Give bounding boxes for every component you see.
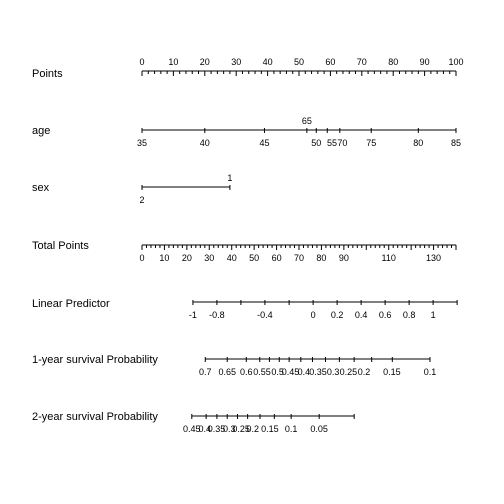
tick-label: 10	[168, 57, 179, 67]
tick-label: 0.7	[198, 367, 212, 377]
row-label-survival-1yr: 1-year survival Probability	[32, 354, 158, 366]
tick-label: 0.2	[330, 310, 344, 320]
row-label-linear-predictor: Linear Predictor	[32, 298, 110, 310]
row-points	[32, 57, 464, 80]
tick-label: 50	[311, 138, 322, 148]
tick-label: 0.15	[383, 367, 401, 377]
tick-label: 100	[448, 57, 464, 67]
tick-label: 0.35	[309, 367, 327, 377]
tick-label: 75	[366, 138, 377, 148]
tick-label: 0.2	[357, 367, 371, 377]
tick-label: 0.1	[423, 367, 437, 377]
tick-label: 0	[139, 57, 145, 67]
tick-label: 110	[381, 253, 396, 263]
tick-label: 0.3	[326, 367, 340, 377]
tick-label: 30	[204, 253, 215, 263]
tick-label: 60	[271, 253, 282, 263]
axis-linear-predictor	[189, 300, 457, 320]
tick-label: 35	[136, 138, 148, 148]
row-survival-2yr	[32, 411, 354, 434]
tick-label: 0.3	[222, 424, 236, 434]
row-label-age: age	[32, 125, 51, 137]
tick-label: 50	[293, 57, 305, 67]
tick-label: 80	[413, 138, 424, 148]
row-linear-predictor	[32, 298, 457, 320]
tick-label: 90	[338, 253, 349, 263]
tick-label: 70	[293, 253, 305, 263]
axis-survival-2yr	[183, 414, 354, 434]
tick-label: 0.2	[246, 424, 260, 434]
tick-label: 50	[249, 253, 260, 263]
axis-sex	[139, 173, 232, 205]
tick-label: 0.35	[207, 424, 226, 434]
row-survival-1yr	[32, 354, 436, 377]
tick-label: 40	[199, 138, 210, 148]
tick-label: 40	[262, 57, 273, 67]
tick-label: 70	[356, 57, 367, 67]
tick-label: 0.45	[281, 367, 300, 377]
tick-label: 45	[259, 138, 270, 148]
tick-label: 55	[326, 138, 337, 148]
tick-label: 0.05	[310, 424, 328, 434]
tick-label: 10	[159, 253, 170, 263]
axis-age	[137, 116, 461, 148]
row-label-survival-2yr: 2-year survival Probability	[32, 411, 158, 423]
tick-label: 0.6	[240, 367, 253, 377]
tick-label: 0.25	[339, 367, 358, 377]
tick-label: 20	[181, 253, 192, 263]
row-label-points: Points	[32, 68, 63, 80]
row-age	[32, 116, 461, 148]
tick-label: 0.15	[261, 424, 279, 434]
tick-label: 20	[199, 57, 210, 67]
axis-total-points	[139, 245, 456, 263]
tick-label: 0.45	[183, 424, 201, 434]
tick-label: -1	[188, 310, 197, 320]
tick-label: -0.8	[209, 310, 225, 320]
tick-label: 0.1	[284, 424, 298, 434]
tick-label: 0.4	[354, 310, 368, 320]
row-total-points	[32, 240, 456, 263]
row-label-sex: sex	[32, 182, 50, 194]
tick-label: 60	[325, 57, 336, 67]
tick-label: 80	[316, 253, 327, 263]
tick-label: 0	[310, 310, 316, 320]
row-label-total-points: Total Points	[32, 240, 89, 252]
tick-label: 0.4	[198, 424, 212, 434]
tick-label: 90	[419, 57, 430, 67]
axis-survival-1yr	[199, 357, 436, 377]
row-sex	[32, 173, 232, 205]
tick-label: 0.65	[218, 367, 236, 377]
axis-points	[139, 57, 463, 76]
tick-label: 130	[426, 253, 442, 263]
tick-label: 85	[450, 138, 462, 148]
tick-label: -0.4	[257, 310, 273, 320]
tick-label: 2	[139, 195, 145, 205]
tick-label: 80	[388, 57, 399, 67]
tick-label: 70	[337, 138, 348, 148]
tick-label: 1	[227, 173, 233, 183]
tick-label: 0.25	[232, 424, 250, 434]
tick-label: 65	[301, 116, 312, 126]
tick-label: 0.6	[378, 310, 392, 320]
tick-label: 0.5	[271, 367, 284, 377]
tick-label: 1	[430, 310, 436, 320]
tick-label: 30	[231, 57, 242, 67]
tick-label: 0.8	[402, 310, 416, 320]
tick-label: 0	[139, 253, 145, 263]
tick-label: 0.55	[253, 367, 271, 377]
tick-label: 0.4	[297, 367, 311, 377]
tick-label: 40	[226, 253, 237, 263]
